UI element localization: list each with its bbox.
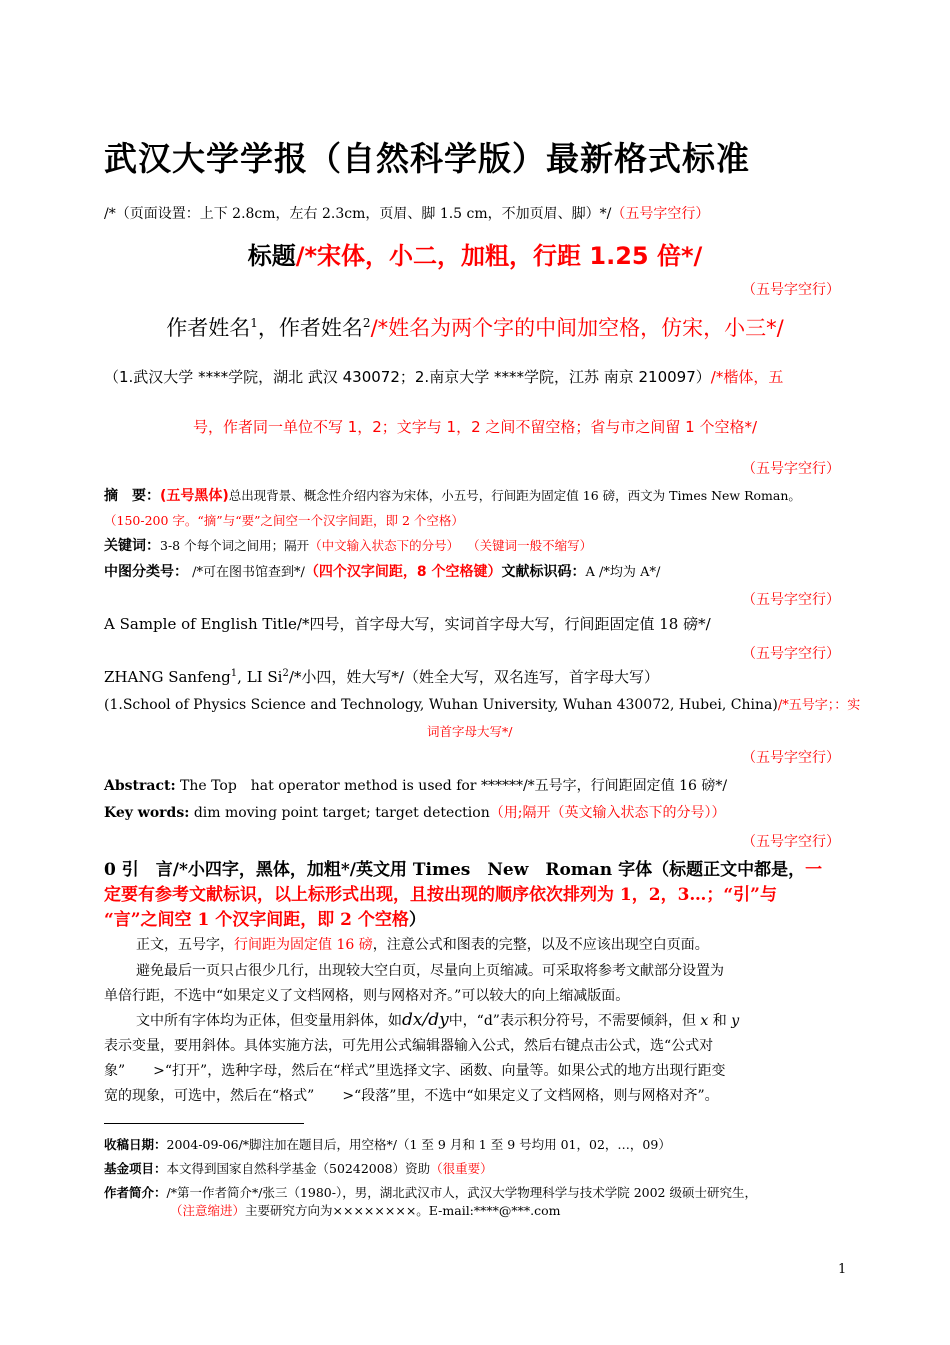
abstract-cn-note: （150-200 字。“摘”与“要”之间空一个汉字间距，即 2 个空格） [104, 513, 464, 528]
section-heading-text: 0 引 言/*小四字，黑体，加粗*/英文用 Times New Roman 字体（标题正文中都是， [104, 860, 806, 880]
authors-note: /*姓名为两个字的中间加空格，仿宋，小三*/ [370, 316, 784, 340]
author-name-1: 作者姓名 [166, 316, 251, 340]
body-p3-line-1 [136, 1010, 739, 1030]
footnote-fund [104, 1159, 493, 1177]
received-text: 2004-09-06/*脚注加在题目后，用空格*/（1 至 9 月和 1 至 9 号均用 01，02，…，09） [166, 1137, 671, 1152]
body-p1 [136, 934, 709, 954]
footnote-received [104, 1135, 671, 1153]
keywords-en-text: dim moving point target; target detection [189, 805, 490, 821]
page-setup-text: /*（页面设置：上下 2.8cm，左右 2.3cm，页眉、脚 1.5 cm，不加页眉、脚）*/ [104, 206, 612, 222]
en-authors-note: /*小四，姓大写*/（姓全大写，双名连写，首字母大写） [288, 668, 659, 686]
blank-line-6: （五号字空行） [742, 834, 840, 850]
blank-line-1: （五号字空行） [742, 282, 840, 298]
abstract-cn-line [104, 485, 801, 505]
blank-line-2: （五号字空行） [742, 461, 840, 477]
affiliation-line-1 [104, 366, 783, 387]
en-author-sup-2: 2 [282, 668, 289, 679]
title-note: /*宋体，小二，加粗，行距 1.25 倍*/ [295, 242, 703, 270]
en-affiliation-note-2: 词首字母大写*/ [427, 724, 513, 739]
body-p3-var-y: y [731, 1013, 740, 1029]
keywords-en-line [104, 802, 725, 822]
en-authors-line [104, 666, 659, 687]
body-p2-line-2: 单倍行距，不选中“如果定义了文档网格，则与网格对齐。”可以较大的向上缩减版面。 [104, 988, 630, 1004]
fund-text: 本文得到国家自然科学基金（50242008）资助 [166, 1161, 431, 1176]
en-title-line [104, 613, 711, 634]
bio-text-2: 主要研究方向为××××××××。E-mail:****@***.com [245, 1203, 561, 1218]
document-title: 武汉大学学报（自然科学版）最新格式标准 [104, 139, 750, 178]
fund-label: 基金项目： [104, 1161, 167, 1176]
blank-line-3: （五号字空行） [742, 592, 840, 608]
author-sep: ， [257, 316, 279, 340]
blank-line-4: （五号字空行） [742, 646, 840, 662]
keywords-en-label: Key words: [104, 805, 190, 821]
bio-note: （注意缩进） [170, 1203, 246, 1218]
title-line [0, 236, 950, 271]
body-p1-b: ，注意公式和图表的完整，以及不应该出现空白页面。 [372, 937, 709, 953]
section-heading-line-3-end: ） [408, 910, 426, 930]
doc-code-label: 文献标识码： [501, 564, 586, 580]
en-affiliation-text: (1.School of Physics Science and Technology, Wuhan University, Wuhan 430072, Hubei, China) [104, 697, 778, 713]
footnote-bio-2 [170, 1201, 561, 1219]
affiliation-note-1: /*楷体，五 [710, 368, 784, 386]
clc-line [104, 561, 660, 581]
page-setup-blank: （五号字空行） [611, 206, 710, 222]
keywords-cn-label: 关键词： [104, 538, 160, 554]
en-affiliation-line [104, 694, 860, 713]
body-p3-var-x: x [700, 1013, 709, 1029]
fund-note: （很重要） [430, 1161, 493, 1176]
body-p1-a: 正文，五号字， [136, 937, 234, 953]
abstract-cn-red-label: (五号黑体) [160, 488, 229, 504]
author-name-2: 作者姓名 [278, 316, 363, 340]
keywords-cn-line [104, 535, 592, 555]
clc-label: 中图分类号： [104, 564, 188, 580]
bio-text-1: /*第一作者简介*/张三（1980-），男，湖北武汉市人，武汉大学物理科学与技术学院 2002 级硕士研究生， [166, 1185, 757, 1200]
bio-label: 作者简介： [104, 1185, 167, 1200]
body-p3-line-4: 宽的现象，可选中，然后在“格式” >“段落”里，不选中“如果定义了文档网格，则与网格对齐”。 [104, 1088, 719, 1104]
author-sup-2: 2 [362, 316, 371, 330]
abstract-en-note: /*五号字，行间距固定值 16 磅*/ [522, 778, 728, 794]
body-p3-b: 中，“d”表示积分符号，不需要倾斜，但 [448, 1013, 696, 1029]
body-p3-and: 和 [712, 1013, 727, 1029]
author-sup-1: 1 [250, 316, 258, 330]
body-p3-a: 文中所有字体均为正体，但变量用斜体，如 [136, 1013, 402, 1029]
clc-note: （四个汉字间距，8 个空格键） [304, 564, 502, 580]
abstract-cn-label: 摘 要： [104, 488, 160, 504]
affiliation-text: （1.武汉大学 ****学院，湖北 武汉 430072；2.南京大学 ****学院，江苏 南京 210097） [104, 368, 711, 386]
en-title-text: A Sample of English Title [104, 615, 297, 633]
en-author-2: LI Si [246, 668, 283, 686]
footnote-bio-1 [104, 1183, 757, 1201]
affiliation-line-2: 号，作者同一单位不写 1，2；文字与 1，2 之间不留空格；省与市之间留 1 个空格*/ [192, 418, 758, 436]
page-number: 1 [838, 1262, 847, 1277]
abstract-en-text: The Top hat operator method is used for ****** [175, 778, 523, 794]
section-heading-line-3-text: “言”之间空 1 个汉字间距，即 2 个空格 [104, 910, 409, 930]
section-heading-line-3 [104, 905, 426, 930]
en-author-sep: , [237, 668, 247, 686]
en-author-1: ZHANG Sanfeng [104, 668, 231, 686]
section-heading-line-1 [104, 855, 822, 880]
body-p3-formula: dx/dy [402, 1010, 449, 1030]
keywords-cn-note-1: （中文输入状态下的分号） [309, 538, 460, 553]
section-heading-line-2: 定要有参考文献标识，以上标形式出现，且按出现的顺序依次排列为 1，2，3…；“引”与 [104, 885, 777, 905]
received-label: 收稿日期： [104, 1137, 167, 1152]
abstract-en-label: Abstract: [104, 778, 176, 794]
body-p3-line-2: 表示变量，要用斜体。具体实施方法，可先用公式编辑器输入公式，然后右键点击公式，选“公式对 [104, 1038, 714, 1054]
body-p1-red: 行间距为固定值 16 磅 [234, 937, 373, 953]
body-p3-line-3: 象” >“打开”，选种字母，然后在“样式”里选择文字、函数、向量等。如果公式的地方出现行距变 [104, 1063, 726, 1079]
clc-text: /*可在图书馆查到*/ [192, 565, 305, 580]
en-author-sup-1: 1 [230, 668, 238, 679]
keywords-cn-note-2: （关键词一般不缩写） [467, 538, 593, 553]
doc-code-text: A /*均为 A*/ [585, 565, 661, 580]
title-main: 标题 [247, 242, 296, 270]
abstract-en-line [104, 775, 727, 795]
page-setup-line [104, 203, 709, 223]
keywords-en-note: （用;隔开（英文输入状态下的分号）） [489, 805, 726, 821]
en-title-note: /*四号，首字母大写，实词首字母大写，行间距固定值 18 磅*/ [296, 615, 711, 633]
section-heading-red-start: 一 [805, 860, 823, 880]
blank-line-5: （五号字空行） [742, 750, 840, 766]
footnote-separator [104, 1123, 304, 1124]
authors-line [0, 312, 950, 342]
en-affiliation-note-1: /*五号字；：实 [777, 698, 861, 713]
keywords-cn-text: 3-8 个每个词之间用；隔开 [160, 538, 310, 553]
abstract-cn-text: 总出现背景、概念性介绍内容为宋体，小五号，行间距为固定值 16 磅，西文为 Times New Roman。 [228, 488, 801, 503]
body-p2-line-1: 避免最后一页只占很少几行，出现较大空白页，尽量向上页缩减。可采取将参考文献部分设置为 [136, 963, 724, 979]
